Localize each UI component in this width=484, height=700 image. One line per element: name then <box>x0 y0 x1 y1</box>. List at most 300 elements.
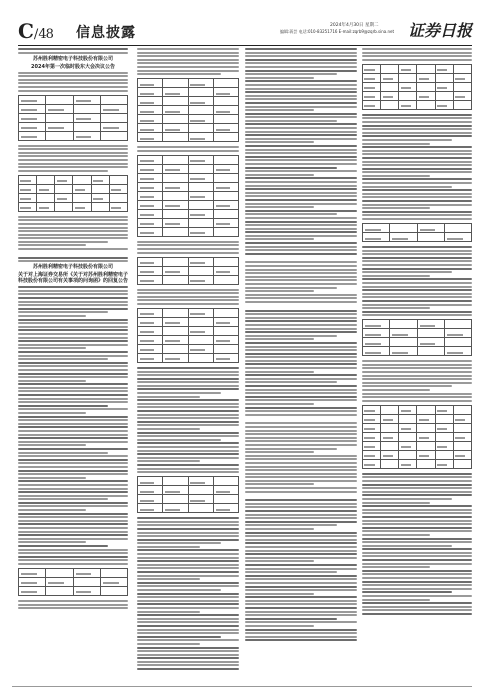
table-cell <box>399 432 417 441</box>
table-cell <box>188 79 213 88</box>
text-line <box>18 72 128 74</box>
table-cell <box>399 423 417 432</box>
text-line <box>362 193 472 195</box>
table-cell <box>417 73 435 82</box>
table-cell <box>19 193 37 202</box>
text-line <box>245 614 357 616</box>
text-line <box>137 244 239 246</box>
text-line <box>18 52 128 54</box>
text-line <box>245 422 357 424</box>
text-line <box>137 435 239 437</box>
table-cell <box>163 335 188 344</box>
text-line <box>245 95 357 97</box>
table-cell <box>109 184 127 193</box>
table-row <box>363 347 472 356</box>
text-line <box>245 469 357 471</box>
table-cell <box>138 209 163 218</box>
data-table <box>362 223 472 242</box>
text-line <box>245 378 357 380</box>
text-line <box>245 349 357 351</box>
table-cell <box>213 124 238 133</box>
table-cell <box>19 586 46 595</box>
table-cell <box>138 191 163 200</box>
table-cell <box>138 486 163 495</box>
table-cell <box>381 100 399 109</box>
text-line <box>18 297 128 299</box>
table-row <box>138 275 239 284</box>
text-line <box>245 310 357 312</box>
text-line <box>362 588 472 590</box>
text-line <box>245 174 314 176</box>
table-cell <box>91 175 109 184</box>
text-line <box>18 230 128 232</box>
table-row <box>138 486 239 495</box>
text-line <box>18 426 128 428</box>
text-line <box>137 632 239 634</box>
table-cell <box>46 131 73 140</box>
data-table <box>137 476 239 513</box>
text-line <box>137 417 239 419</box>
table-cell <box>417 423 435 432</box>
table-cell <box>163 200 188 209</box>
text-line <box>362 584 472 586</box>
table-cell <box>109 202 127 211</box>
table-cell <box>37 202 55 211</box>
table-row <box>363 320 472 329</box>
table-cell <box>188 155 213 164</box>
text-line <box>362 613 472 615</box>
table-cell <box>73 568 100 577</box>
text-line <box>245 506 357 508</box>
text-line <box>362 563 472 565</box>
table-cell <box>163 218 188 227</box>
table-cell <box>109 193 127 202</box>
text-line <box>18 216 128 218</box>
text-line <box>18 290 128 292</box>
text-line <box>362 491 472 493</box>
table-cell <box>435 450 453 459</box>
text-line <box>362 214 472 216</box>
table-cell <box>444 338 471 347</box>
text-line <box>362 538 472 540</box>
table-cell <box>163 477 188 486</box>
text-line <box>137 582 239 584</box>
data-table <box>137 257 239 285</box>
table-cell <box>188 133 213 142</box>
text-line <box>137 611 200 613</box>
table-row <box>138 97 239 106</box>
table-cell <box>363 450 381 459</box>
table-cell <box>381 82 399 91</box>
text-line <box>362 393 472 395</box>
text-line <box>362 509 472 511</box>
table-cell <box>453 64 471 73</box>
text-line <box>245 170 357 172</box>
table-cell <box>188 227 213 236</box>
table-row <box>138 308 239 317</box>
table-row <box>138 504 239 513</box>
table-cell <box>163 115 188 124</box>
table-cell <box>46 95 73 104</box>
text-line <box>245 177 357 179</box>
table-cell <box>138 124 163 133</box>
notice-title: 2024年第一次临时股东大会决议公告 <box>31 63 115 70</box>
table-cell <box>390 233 417 242</box>
text-line <box>362 200 472 202</box>
table-row <box>19 175 128 184</box>
text-line <box>362 367 472 369</box>
text-line <box>362 246 472 248</box>
text-line <box>245 524 337 526</box>
text-line <box>137 464 239 466</box>
text-line <box>362 382 472 384</box>
table-cell <box>213 227 238 236</box>
text-line <box>137 252 239 254</box>
column-2 <box>137 48 239 672</box>
table-cell <box>381 73 399 82</box>
text-line <box>362 55 472 57</box>
table-cell <box>363 224 390 233</box>
text-line <box>137 578 200 580</box>
text-line <box>362 282 472 284</box>
table-row <box>363 224 472 233</box>
section-code: C/48 <box>18 19 53 43</box>
text-line <box>245 550 357 552</box>
header-rule <box>18 45 472 46</box>
table-cell <box>213 133 238 142</box>
text-line <box>18 434 128 436</box>
text-line <box>245 360 357 362</box>
table-cell <box>91 193 109 202</box>
table-cell <box>73 104 100 113</box>
text-line <box>137 661 239 663</box>
text-line <box>137 528 239 530</box>
text-line <box>245 235 357 237</box>
text-line <box>18 455 128 457</box>
text-line <box>245 246 357 248</box>
text-line <box>137 378 239 380</box>
text-line <box>362 143 430 145</box>
table-row <box>363 82 472 91</box>
text-line <box>245 636 357 638</box>
text-line <box>18 170 108 172</box>
text-line <box>245 116 357 118</box>
text-line <box>362 296 472 298</box>
table-row <box>138 495 239 504</box>
table-cell <box>417 320 444 329</box>
text-line <box>362 552 472 554</box>
table-cell <box>213 495 238 504</box>
text-line <box>137 560 239 562</box>
notice-title: 关于对上海证券交易所《关于对苏州胜利精密电子科技股份有限公司有关事项的问询函》的回复公告 <box>18 272 128 285</box>
text-line <box>362 480 472 482</box>
table-cell <box>188 115 213 124</box>
notice-company-name: 苏州胜利精密电子科技股份有限公司 <box>32 264 113 271</box>
table-cell <box>399 82 417 91</box>
table-cell <box>138 344 163 353</box>
table-cell <box>163 88 188 97</box>
table-cell <box>188 257 213 266</box>
text-line <box>137 521 239 523</box>
text-line <box>137 371 239 373</box>
text-line <box>137 589 221 591</box>
text-line <box>245 249 357 251</box>
table-cell <box>399 414 417 423</box>
text-line <box>137 457 239 459</box>
text-line <box>18 244 86 246</box>
table-cell <box>55 175 73 184</box>
text-line <box>362 595 472 597</box>
table-cell <box>399 73 417 82</box>
text-line <box>137 450 239 452</box>
table-cell <box>188 173 213 182</box>
table-row <box>363 423 472 432</box>
table-row <box>138 164 239 173</box>
table-row <box>138 133 239 142</box>
spacer <box>18 252 128 257</box>
text-line <box>245 480 357 482</box>
text-line <box>362 125 472 127</box>
text-line <box>137 73 221 75</box>
text-line <box>18 340 128 342</box>
table-cell <box>213 275 238 284</box>
table-cell <box>363 91 381 100</box>
text-line <box>245 328 357 330</box>
table-row <box>138 173 239 182</box>
table-cell <box>188 88 213 97</box>
table-row <box>19 184 128 193</box>
text-line <box>245 371 314 373</box>
table-cell <box>100 104 127 113</box>
table-cell <box>188 266 213 275</box>
text-line <box>18 538 128 540</box>
text-line <box>245 396 357 398</box>
text-line <box>245 131 357 133</box>
text-line <box>362 545 452 547</box>
table-row <box>19 122 128 131</box>
table-cell <box>381 91 399 100</box>
table-cell <box>163 353 188 362</box>
table-row <box>363 441 472 450</box>
text-line <box>18 344 128 346</box>
text-line <box>137 453 239 455</box>
text-line <box>245 521 357 523</box>
table-row <box>19 577 128 586</box>
text-line <box>137 535 239 537</box>
text-line <box>137 385 239 387</box>
text-line <box>137 442 239 444</box>
text-line <box>245 564 357 566</box>
text-line <box>18 155 128 157</box>
text-line <box>137 381 239 383</box>
text-line <box>362 487 472 489</box>
text-line <box>18 441 128 443</box>
text-line <box>245 510 357 512</box>
text-line <box>362 171 472 173</box>
table-cell <box>453 73 471 82</box>
text-line <box>362 502 430 504</box>
text-line <box>245 532 357 534</box>
table-cell <box>213 200 238 209</box>
text-line <box>245 539 357 541</box>
text-line <box>362 189 472 191</box>
section-title: 信息披露 <box>76 25 136 41</box>
table-cell <box>37 175 55 184</box>
table-row <box>363 73 472 82</box>
text-line <box>245 458 357 460</box>
text-line <box>362 175 430 177</box>
text-line <box>18 398 128 400</box>
text-line <box>18 531 128 533</box>
table-cell <box>188 191 213 200</box>
text-line <box>245 188 357 190</box>
table-cell <box>399 64 417 73</box>
table-cell <box>163 133 188 142</box>
table-cell <box>138 308 163 317</box>
table-cell <box>213 173 238 182</box>
data-table <box>137 78 239 142</box>
text-line <box>18 369 128 371</box>
table-cell <box>163 106 188 115</box>
text-line <box>362 178 472 180</box>
table-cell <box>100 95 127 104</box>
table-cell <box>55 193 73 202</box>
text-line <box>245 231 357 233</box>
text-line <box>362 253 472 255</box>
text-line <box>137 399 239 401</box>
text-line <box>245 440 357 442</box>
text-line <box>245 213 337 215</box>
table-cell <box>444 320 471 329</box>
table-cell <box>213 155 238 164</box>
table-cell <box>399 450 417 459</box>
table-cell <box>213 191 238 200</box>
text-line <box>362 566 430 568</box>
table-cell <box>188 275 213 284</box>
table-row <box>138 353 239 362</box>
text-line <box>362 484 472 486</box>
text-line <box>18 462 128 464</box>
table-cell <box>188 308 213 317</box>
text-line <box>18 437 128 439</box>
text-line <box>18 329 128 331</box>
table-row <box>138 79 239 88</box>
text-line <box>245 167 337 169</box>
table-cell <box>417 441 435 450</box>
table-cell <box>19 568 46 577</box>
text-line <box>18 459 128 461</box>
table-cell <box>381 414 399 423</box>
text-line <box>245 600 357 602</box>
text-line <box>362 476 472 478</box>
text-line <box>18 241 108 243</box>
text-line <box>18 527 128 529</box>
table-row <box>19 568 128 577</box>
text-line <box>245 575 357 577</box>
text-line <box>18 163 128 165</box>
text-line <box>245 466 357 468</box>
table-cell <box>163 191 188 200</box>
text-line <box>137 468 239 470</box>
text-line <box>137 557 239 559</box>
table-cell <box>46 586 73 595</box>
table-cell <box>46 113 73 122</box>
text-line <box>362 360 472 362</box>
text-line <box>245 639 357 641</box>
table-cell <box>188 200 213 209</box>
table-cell <box>435 414 453 423</box>
text-line <box>137 571 239 573</box>
table-cell <box>100 113 127 122</box>
text-line <box>18 390 128 392</box>
table-cell <box>138 477 163 486</box>
text-line <box>362 196 472 198</box>
text-line <box>137 575 239 577</box>
table-cell <box>381 432 399 441</box>
text-line <box>362 300 472 302</box>
table-cell <box>417 414 435 423</box>
text-line <box>245 603 357 605</box>
table-cell <box>444 233 471 242</box>
table-cell <box>163 317 188 326</box>
text-line <box>18 607 128 609</box>
text-line <box>18 383 128 385</box>
text-line <box>245 346 357 348</box>
table-cell <box>163 344 188 353</box>
table-cell <box>73 131 100 140</box>
text-line <box>362 289 472 291</box>
text-line <box>18 322 128 324</box>
table-row <box>363 405 472 414</box>
text-line <box>362 128 472 130</box>
text-line <box>245 593 314 595</box>
text-line <box>18 358 108 360</box>
text-line <box>362 494 472 496</box>
text-line <box>362 218 472 220</box>
text-line <box>362 559 472 561</box>
table-cell <box>46 568 73 577</box>
table-cell <box>435 91 453 100</box>
text-line <box>245 430 357 432</box>
table-row <box>19 202 128 211</box>
text-line <box>137 600 239 602</box>
text-line <box>18 604 128 606</box>
text-line <box>362 150 472 152</box>
table-cell <box>213 335 238 344</box>
table-cell <box>100 586 127 595</box>
text-line <box>362 304 472 306</box>
text-line <box>137 406 239 408</box>
table-cell <box>444 329 471 338</box>
text-line <box>245 73 337 75</box>
text-line <box>245 320 357 322</box>
text-line <box>245 331 357 333</box>
text-line <box>245 66 357 68</box>
table-cell <box>453 82 471 91</box>
table-cell <box>188 106 213 115</box>
text-line <box>362 512 472 514</box>
table-cell <box>363 233 390 242</box>
table-cell <box>163 79 188 88</box>
text-line <box>18 333 128 335</box>
text-line <box>362 314 472 316</box>
table-cell <box>138 200 163 209</box>
text-line <box>18 237 128 239</box>
table-cell <box>213 88 238 97</box>
text-line <box>137 650 239 652</box>
table-cell <box>91 202 109 211</box>
text-line <box>137 664 239 666</box>
